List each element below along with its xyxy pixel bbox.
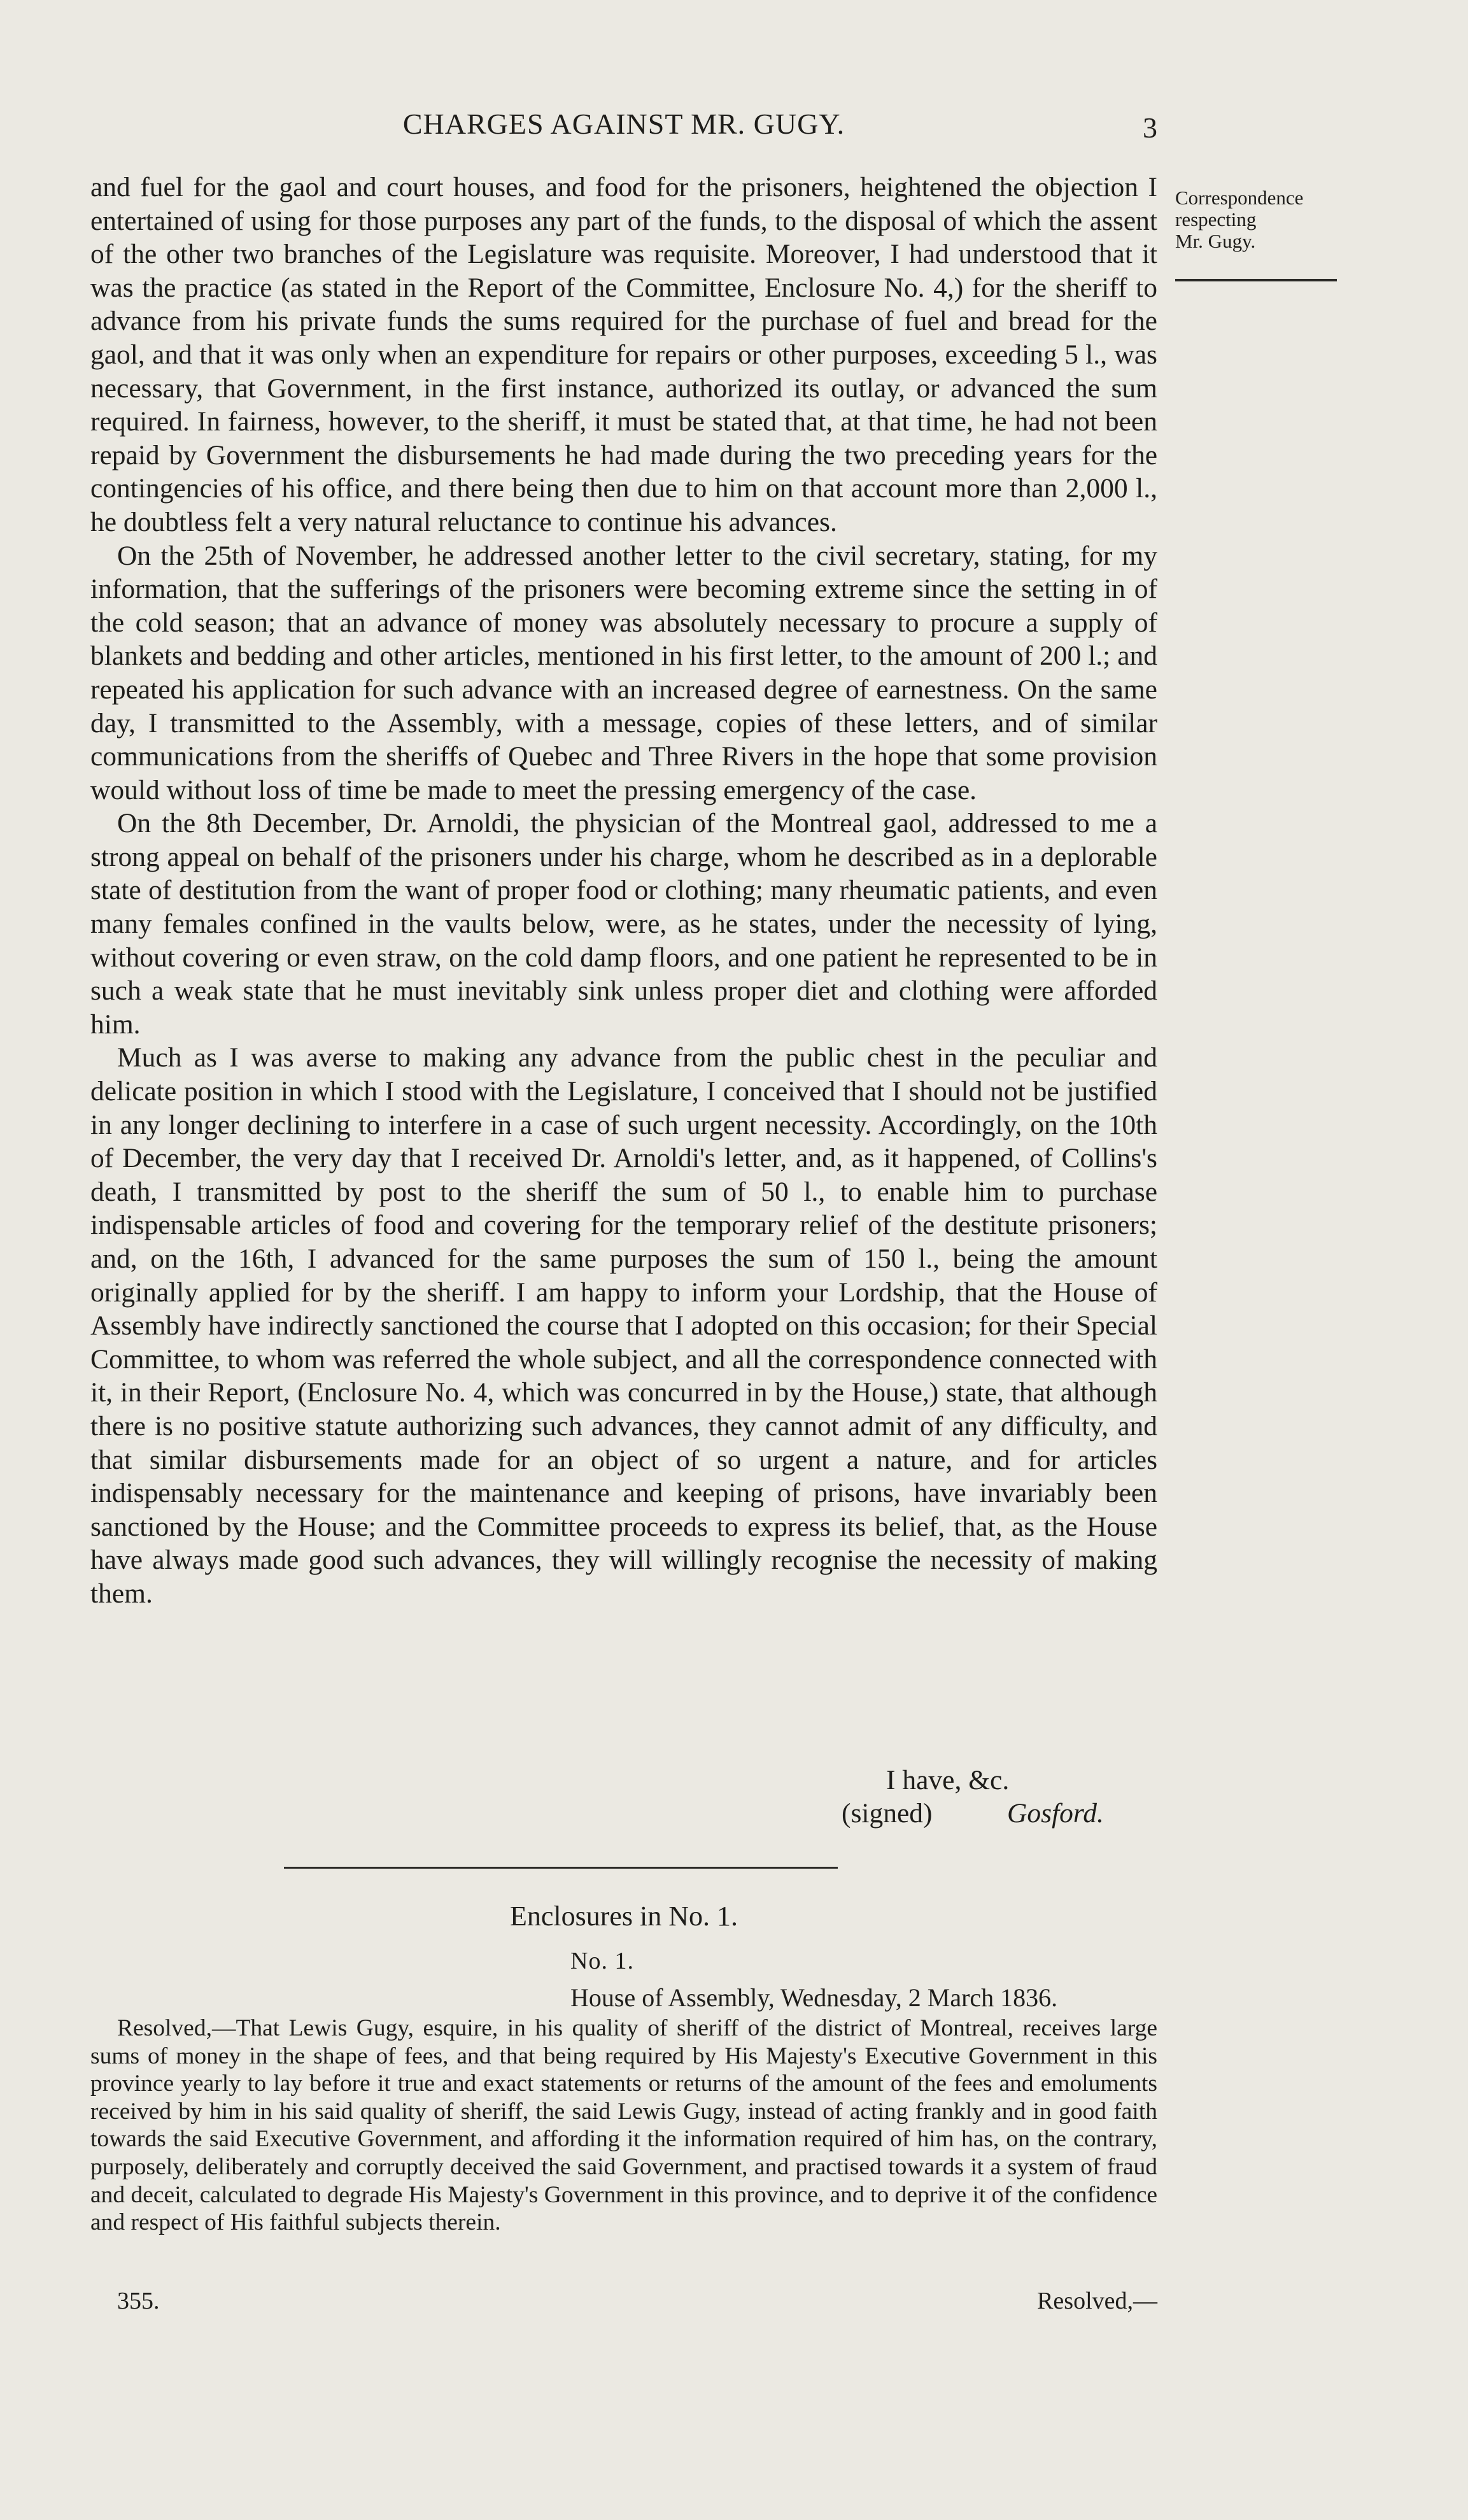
page-title: CHARGES AGAINST MR. GUGY.: [402, 108, 845, 140]
body-paragraph: and fuel for the gaol and court houses, and food for the prisoners, heightened the objection I entertained of using for those purposes any part of the funds, to the disposal of which the assent of the other two branches of the Legislature was requisite. Moreover, I had understood that it was the practice (as stated in the Report of the Committee, Enclosure No. 4,) for the sheriff to advance from his private funds the sums required for the purchase of fuel and bread for the gaol, and that it was only when an expenditure for repairs or other purposes, exceeding 5 l., was necessary, that Government, in the first instance, authorized its outlay, or advanced the sum required. In fairness, however, to the sheriff, it must be stated that, at that time, he had not been repaid by Government the disbursements he had made during the two preceding years for the contingencies of his office, and there being then due to him on that account more than 2,000 l., he doubtless felt a very natural reluctance to continue his advances.: [90, 172, 1157, 537]
running-header: [90, 107, 1157, 158]
signatory-name: Gosford.: [1007, 1798, 1104, 1829]
enclosure-number: No. 1.: [570, 1948, 634, 1974]
document-number: 355.: [117, 2288, 160, 2314]
enclosures-heading: Enclosures in No. 1.: [509, 1901, 738, 1932]
page-number: 3: [1143, 111, 1157, 144]
body-paragraph: On the 8th December, Dr. Arnoldi, the physician of the Montreal gaol, addressed to me a strong appeal on behalf of the prisoners under his charge, whom he described as in a deplorable state of destitution from the want of proper food or clothing; many rheumatic patients, and even many females confined in the vaults below, were, as he states, under the necessity of lying, without covering or even straw, on the cold damp floors, and one patient he represented to be in such a weak state that he must inevitably sink unless proper diet and clothing were afforded him.: [90, 808, 1157, 1040]
letter-body: [90, 171, 1157, 1611]
margin-note: [1175, 187, 1347, 252]
catchword: Resolved,—: [1037, 2288, 1157, 2314]
margin-note-line: Correspondence: [1175, 187, 1304, 209]
resolution-paragraph: Resolved,—That Lewis Gugy, esquire, in his quality of sheriff of the district of Montreal, receives large sums of money in the shape of fees, and that being required by His Majesty's Executive Government in this province yearly to lay before it true and exact statements or returns of the amount of the fees and emoluments received by him in his said quality of sheriff, the said Lewis Gugy, instead of acting frankly and in good faith towards the said Executive Government, and affording it the information required of him has, on the contrary, purposely, deliberately and corruptly deceived the said Government, and practised towards it a system of fraud and deceit, calculated to degrade His Majesty's Government in this province, and to deprive it of the confidence and respect of His faithful subjects therein.: [90, 2015, 1157, 2236]
margin-note-line: respecting: [1175, 208, 1257, 230]
signed-label: (signed): [842, 1798, 933, 1829]
section-divider: [284, 1867, 838, 1869]
margin-note-line: Mr. Gugy.: [1175, 230, 1256, 252]
body-paragraph: Much as I was averse to making any advance from the public chest in the peculiar and delicate position in which I stood with the Legislature, I conceived that I should not be justified in any longer declining to interfere in a case of such urgent necessity. Accordingly, on the 10th of December, the very day that I received Dr. Arnoldi's letter, and, as it happened, of Collins's death, I transmitted by post to the sheriff the sum of 50 l., to enable him to purchase indispensable articles of food and covering for the temporary relief of the destitute prisoners; and, on the 16th, I advanced for the same purposes the sum of 150 l., being the amount originally applied for by the sheriff. I am happy to inform your Lordship, that the House of Assembly have indirectly sanctioned the course that I adopted on this occasion; for their Special Committee, to whom was referred the whole subject, and all the correspondence connected with it, in their Report, (Enclosure No. 4, which was concurred in by the House,) state, that although there is no positive statute authorizing such advances, they cannot admit of any difficulty, and that similar disbursements made for an object of so urgent a nature, and for articles indispensably necessary for the maintenance and keeping of prisons, have invariably been sanctioned by the House; and the Committee proceeds to express its belief, that, as the House have always made good such advances, they will willingly recognise the necessity of making them.: [90, 1042, 1157, 1609]
body-paragraph: On the 25th of November, he addressed another letter to the civil secretary, stating, for my information, that the sufferings of the prisoners were becoming extreme since the setting in of the cold season; that an advance of money was absolutely necessary to procure a supply of blankets and bedding and other articles, mentioned in his first letter, to the amount of 200 l.; and repeated his application for such advance with an increased degree of earnestness. On the same day, I transmitted to the Assembly, with a message, copies of these letters, and of similar communications from the sheriffs of Quebec and Three Rivers in the hope that some provision would without loss of time be made to meet the pressing emergency of the case.: [90, 540, 1157, 805]
margin-rule: [1175, 279, 1337, 281]
closing-salutation: I have, &c.: [886, 1765, 1010, 1795]
enclosure-dateline: House of Assembly, Wednesday, 2 March 1836.: [570, 1983, 1058, 2012]
resolution-text: [90, 2014, 1157, 2237]
